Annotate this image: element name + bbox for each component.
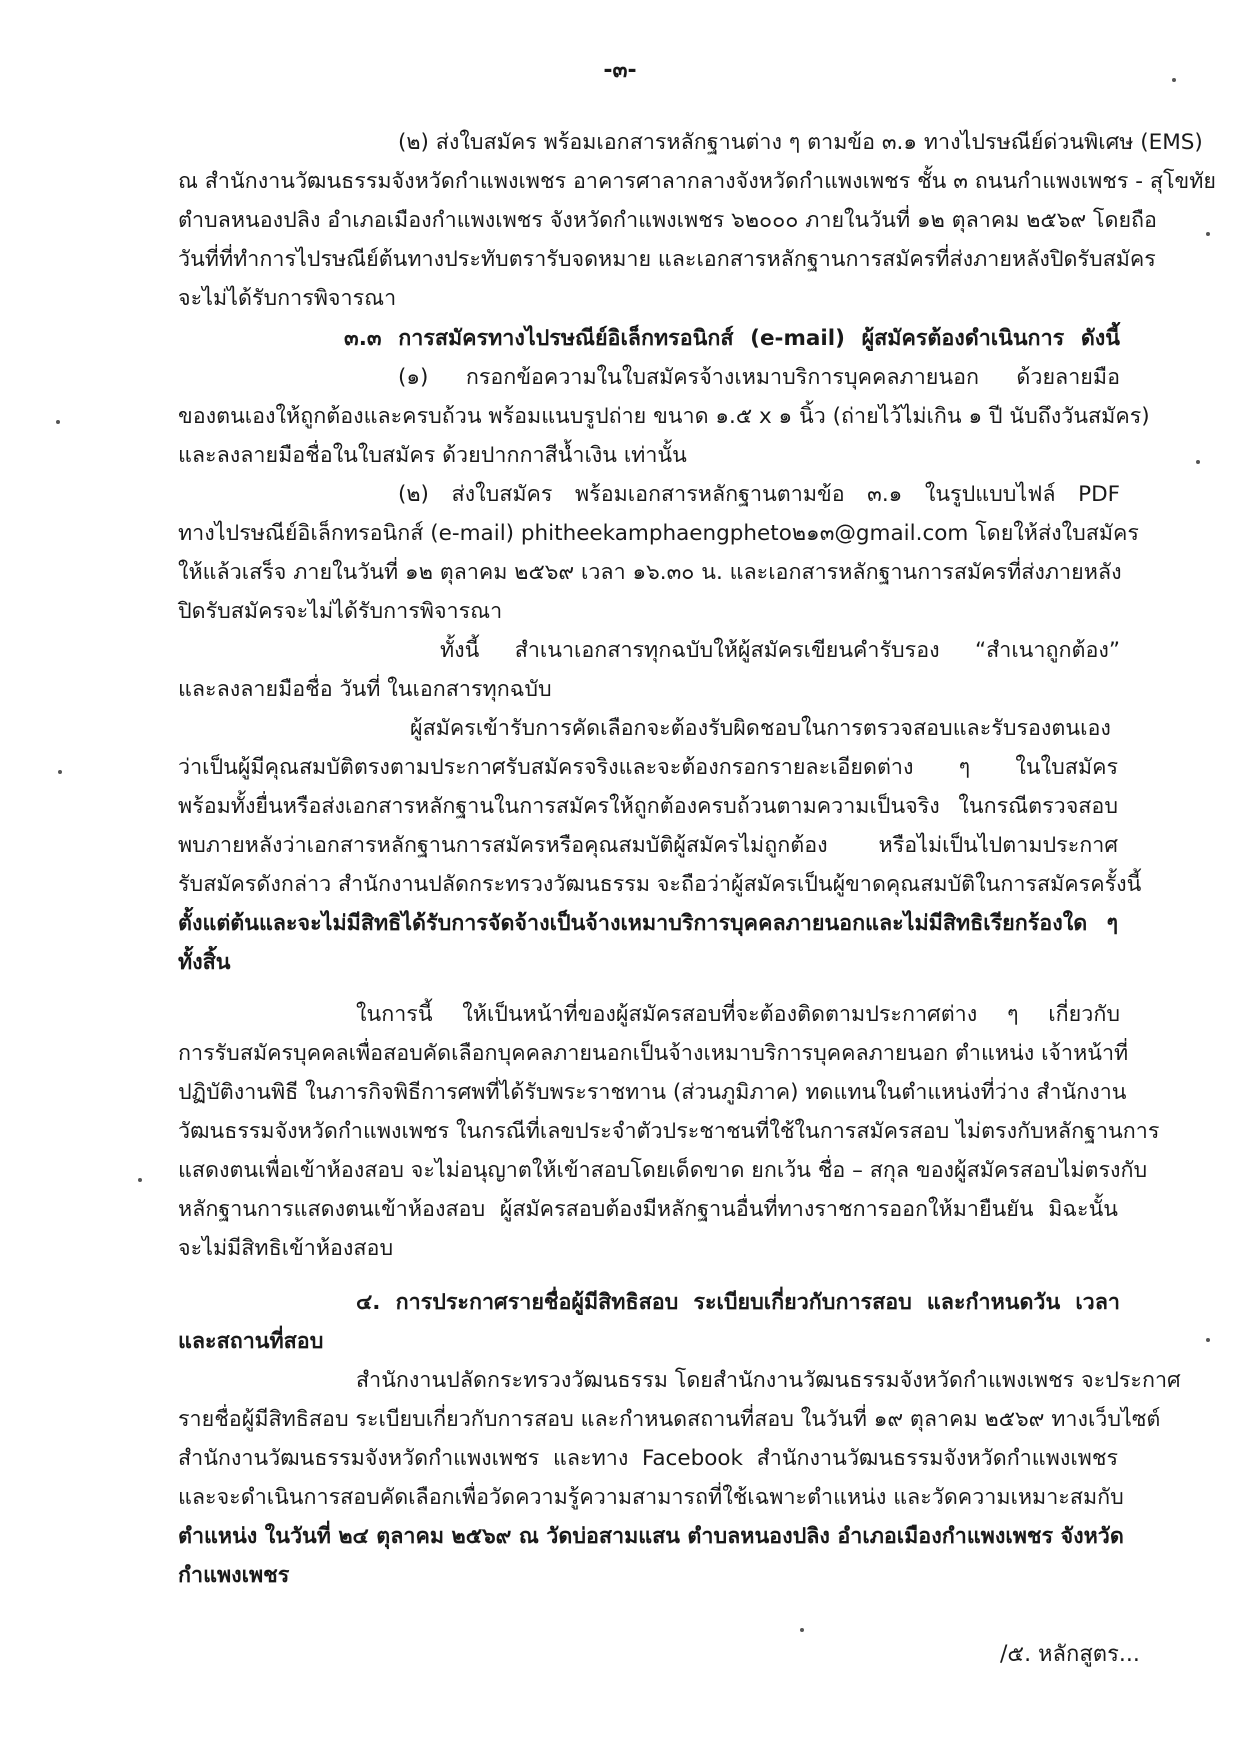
- text-line: ของตนเองให้ถูกต้องและครบถ้วน พร้อมแนบรูปถ่าย ขนาด ๑.๕ x ๑ นิ้ว (ถ่ายไว้ไม่เกิน ๑ ปี นับถึงวันสมัคร): [178, 404, 1150, 429]
- scan-speck: [1172, 78, 1176, 82]
- text-line: และลงลายมือชื่อ วันที่ ในเอกสารทุกฉบับ: [178, 677, 552, 702]
- scan-speck: [1196, 460, 1200, 464]
- text-line: ปฏิบัติงานพิธี ในภารกิจพิธีการศพที่ได้รับพระราชทาน (ส่วนภูมิภาค) ทดแทนในตำแหน่งที่ว่าง สำนักงาน: [178, 1080, 1127, 1105]
- text-line: รายชื่อผู้มีสิทธิสอบ ระเบียบเกี่ยวกับการสอบ และกำหนดสถานที่สอบ ในวันที่ ๑๙ ตุลาคม ๒๕๖๙ ทางเว็บไซต์: [178, 1407, 1161, 1432]
- scan-speck: [56, 420, 60, 424]
- text-line: (๒) ส่งใบสมัคร พร้อมเอกสารหลักฐานต่าง ๆ ตามข้อ ๓.๑ ทางไปรษณีย์ด่วนพิเศษ (EMS): [398, 130, 1203, 155]
- text-line-bold: ตั้งแต่ต้นและจะไม่มีสิทธิได้รับการจัดจ้างเป็นจ้างเหมาบริการบุคคลภายนอกและไม่มีสิทธิเรียกร้องใด ๆ: [178, 911, 1118, 936]
- section-heading: ๔. การประกาศรายชื่อผู้มีสิทธิสอบ ระเบียบเกี่ยวกับการสอบ และกำหนดวัน เวลา: [356, 1290, 1120, 1315]
- text-line: ทั้งนี้ สำเนาเอกสารทุกฉบับให้ผู้สมัครเขียนคำรับรอง “สำเนาถูกต้อง”: [440, 638, 1120, 663]
- text-line: จะไม่ได้รับการพิจารณา: [178, 286, 397, 311]
- text-line: ผู้สมัครเข้ารับการคัดเลือกจะต้องรับผิดชอบในการตรวจสอบและรับรองตนเอง: [410, 716, 1111, 741]
- text-line: หลักฐานการแสดงตนเข้าห้องสอบ ผู้สมัครสอบต้องมีหลักฐานอื่นที่ทางราชการออกให้มายืนยัน มิฉะนั้น: [178, 1197, 1118, 1222]
- text-line: รับสมัครดังกล่าว สำนักงานปลัดกระทรวงวัฒนธรรม จะถือว่าผู้สมัครเป็นผู้ขาดคุณสมบัติในการสมัครครั้งนี้: [178, 872, 1142, 897]
- text-line: ณ สำนักงานวัฒนธรรมจังหวัดกำแพงเพชร อาคารศาลากลางจังหวัดกำแพงเพชร ชั้น ๓ ถนนกำแพงเพชร - สุโขทัย: [178, 169, 1217, 194]
- scan-speck: [1206, 232, 1210, 236]
- continuation-note: /๕. หลักสูตร...: [1000, 1642, 1140, 1667]
- page-number: -๓-: [603, 58, 637, 83]
- text-line: สำนักงานปลัดกระทรวงวัฒนธรรม โดยสำนักงานวัฒนธรรมจังหวัดกำแพงเพชร จะประกาศ: [356, 1368, 1181, 1393]
- text-line: แสดงตนเพื่อเข้าห้องสอบ จะไม่อนุญาตให้เข้าสอบโดยเด็ดขาด ยกเว้น ชื่อ – สกุล ของผู้สมัครสอบไม่ตรงกับ: [178, 1158, 1148, 1183]
- text-line: จะไม่มีสิทธิเข้าห้องสอบ: [178, 1236, 394, 1261]
- text-line: พร้อมทั้งยื่นหรือส่งเอกสารหลักฐานในการสมัครให้ถูกต้องครบถ้วนตามความเป็นจริง ในกรณีตรวจสอบ: [178, 794, 1118, 819]
- text-line: วันที่ที่ทำการไปรษณีย์ต้นทางประทับตรารับจดหมาย และเอกสารหลักฐานการสมัครที่ส่งภายหลังปิดรับสมัคร: [178, 247, 1156, 272]
- text-line: และจะดำเนินการสอบคัดเลือกเพื่อวัดความรู้ความสามารถที่ใช้เฉพาะตำแหน่ง และวัดความเหมาะสมกับ: [178, 1485, 1124, 1510]
- text-line-bold: ทั้งสิ้น: [178, 950, 231, 975]
- scan-speck: [58, 770, 62, 774]
- section-heading: และสถานที่สอบ: [178, 1329, 324, 1354]
- scan-speck: [138, 1178, 142, 1182]
- text-line: ทางไปรษณีย์อิเล็กทรอนิกส์ (e-mail) phitheekamphaengpheto๒๑๓@gmail.com โดยให้ส่งใบสมัคร: [178, 521, 1139, 546]
- text-line: ในการนี้ ให้เป็นหน้าที่ของผู้สมัครสอบที่จะต้องติดตามประกาศต่าง ๆ เกี่ยวกับ: [356, 1002, 1120, 1027]
- section-heading: ๓.๓ การสมัครทางไปรษณีย์อิเล็กทรอนิกส์ (e-mail) ผู้สมัครต้องดำเนินการ ดังนี้: [344, 326, 1120, 351]
- text-line-bold: กำแพงเพชร: [178, 1563, 290, 1588]
- text-line: สำนักงานวัฒนธรรมจังหวัดกำแพงเพชร และทาง Facebook สำนักงานวัฒนธรรมจังหวัดกำแพงเพชร: [178, 1446, 1118, 1471]
- scan-speck: [800, 1628, 804, 1632]
- text-line: ให้แล้วเสร็จ ภายในวันที่ ๑๒ ตุลาคม ๒๕๖๙ เวลา ๑๖.๓๐ น. และเอกสารหลักฐานการสมัครที่ส่งภายหลัง: [178, 560, 1122, 585]
- text-line: ปิดรับสมัครจะไม่ได้รับการพิจารณา: [178, 599, 503, 624]
- text-line: การรับสมัครบุคคลเพื่อสอบคัดเลือกบุคคลภายนอกเป็นจ้างเหมาบริการบุคคลภายนอก ตำแหน่ง เจ้าหน้าที่: [178, 1041, 1129, 1066]
- text-line: (๒) ส่งใบสมัคร พร้อมเอกสารหลักฐานตามข้อ ๓.๑ ในรูปแบบไฟล์ PDF: [398, 482, 1120, 507]
- text-line: ว่าเป็นผู้มีคุณสมบัติตรงตามประกาศรับสมัครจริงและจะต้องกรอกรายละเอียดต่าง ๆ ในใบสมัคร: [178, 755, 1118, 780]
- text-line: (๑) กรอกข้อความในใบสมัครจ้างเหมาบริการบุคคลภายนอก ด้วยลายมือ: [398, 365, 1120, 390]
- text-line-bold: ตำแหน่ง ในวันที่ ๒๔ ตุลาคม ๒๕๖๙ ณ วัดบ่อสามแสน ตำบลหนองปลิง อำเภอเมืองกำแพงเพชร จังหวัด: [178, 1524, 1124, 1549]
- text-line: และลงลายมือชื่อในใบสมัคร ด้วยปากกาสีน้ำเงิน เท่านั้น: [178, 443, 687, 468]
- text-line: พบภายหลังว่าเอกสารหลักฐานการสมัครหรือคุณสมบัติผู้สมัครไม่ถูกต้อง หรือไม่เป็นไปตามประกาศ: [178, 833, 1118, 858]
- text-line: วัฒนธรรมจังหวัดกำแพงเพชร ในกรณีที่เลขประจำตัวประชาชนที่ใช้ในการสมัครสอบ ไม่ตรงกับหลักฐานการ: [178, 1119, 1160, 1144]
- text-line: ตำบลหนองปลิง อำเภอเมืองกำแพงเพชร จังหวัดกำแพงเพชร ๖๒๐๐๐ ภายในวันที่ ๑๒ ตุลาคม ๒๕๖๙ โดยถือ: [178, 208, 1157, 233]
- scan-speck: [1206, 1338, 1210, 1342]
